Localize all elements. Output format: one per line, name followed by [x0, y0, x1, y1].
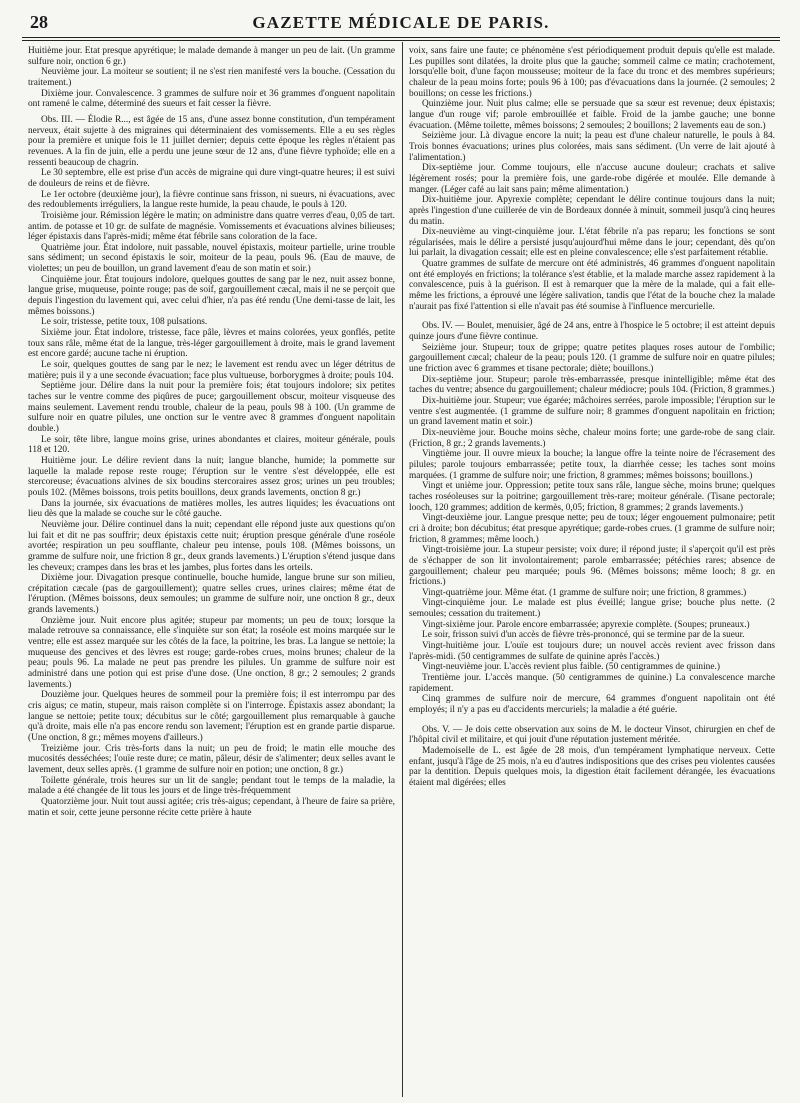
- paragraph: Neuvième jour. Délire continuel dans la nuit; cependant elle répond juste aux questions qu'on lui fait et dit ne pas souffrir; deux épistaxis cette nuit; éruption presque générale d'une roséole avortée; respiration un peu soufflante, chaleur peu intense, pouls 108. (Mêmes boissons, un gramme de sulfure noir, une friction 8 gr., deux grands lavements.) L'éruption s'étend jusque dans les cheveux; crampes dans les bras et les jambes, plus fortes dans les orteils.: [28, 519, 395, 573]
- paragraph: Vingt-deuxième jour. Langue presque nette; peu de toux; léger engouement pulmonaire; petit cri à droite; bon décubitus; état presque apyrétique; garde-robes crues. (1 gramme de sulfure noir; friction, 8 grammes; même looch.): [409, 513, 775, 545]
- journal-title: GAZETTE MÉDICALE DE PARIS.: [252, 13, 550, 32]
- page-header: [22, 10, 780, 36]
- paragraph: Le 1er octobre (deuxième jour), la fièvre continue sans frisson, ni sueurs, ni évacuations, avec des redoublements irréguliers, la langue reste humide, la peau chaude, le pouls à 120.: [28, 189, 395, 211]
- paragraph: Le soir, tristesse, petite toux, 108 pulsations.: [41, 317, 208, 328]
- paragraph: Quatrième jour. État indolore, nuit passable, nouvel épistaxis, moiteur partielle, urine trouble sans sédiment; un second épistaxis le soir, moiteur de la peau, pouls 96. (Eau de mauve, de violettes; un peu de bouillon, un grand lavement d'eau de son matin et soir.): [28, 242, 395, 275]
- paragraph: Huitième jour. État presque apyrétique; le malade demande à manger un peu de lait. (Un gramme sulfure noir, onction 6 gr.): [28, 46, 395, 67]
- paragraph: Le soir, tête libre, langue moins grise, urines abondantes et claires, moiteur générale, pouls 118 et 120.: [28, 434, 395, 456]
- paragraph: Quatorzième jour. Nuit tout aussi agitée; cris très-aigus; cependant, à l'heure de faire sa prière, matin et soir, cette jeune personne récite cette prière à haute: [28, 796, 395, 818]
- paragraph: Vingt-huitième jour. L'ouïe est toujours dure; un nouvel accès revient avec frisson dans l'après-midi. (50 centigrammes de sulfate de quinine après l'accès.): [409, 641, 775, 662]
- column-divider: [402, 42, 403, 1097]
- paragraph: Dix-neuvième jour. Bouche moins sèche, chaleur moins forte; une garde-robe de sang clair. (Friction, 8 gr.; 2 grands lavements.): [409, 427, 775, 449]
- paragraph: Onzième jour. Nuit encore plus agitée; stupeur par moments; un peu de toux; lorsque la malade retrouve sa connaissance, elle s'inquiète sur son état; la roséole est moins marquée sur le ventre; elle est assez marquée sur les côtés de la face, la poitrine, les bras. La langue se nettoie; la muqueuse des gencives et des lèvres est rouge; garde-robes crues, moins brunes; chaleur de la peau; pouls 96. La malade ne peut pas prendre les pilules. Un gramme de sulfure noir est administré dans une potion qui est prise d'une dose. (Une onction, 8 gr.; 2 semoules; 2 grands lavements.): [28, 615, 395, 690]
- header-rule: [22, 37, 780, 38]
- observation-heading-paragraph: Obs. III. — Élodie R..., est âgée de 15 ans, d'une assez bonne constitution, d'un tempérament nerveux, était sujette à des migraines qui déterminaient des vomissements. Elle a eu ses règles pour la première et unique fois le 11 juillet dernier; depuis cette époque les règles n'étaient pas revenues. A la fin de juin, elle a perdu une jeune sœur de 12 ans, d'une fièvre typhoïde; elle en a ressenti beaucoup de chagrin.: [28, 114, 395, 168]
- left-column: [28, 46, 395, 1101]
- paragraph: Dixième jour. Convalescence. 3 grammes de sulfure noir et 36 grammes d'onguent napolitain ont ramené le calme, déterminé des sueurs et fait cesser la fièvre.: [28, 88, 395, 110]
- paragraph: Le 30 septembre, elle est prise d'un accès de migraine qui dure vingt-quatre heures; il est suivi de douleurs de reins et de fièvre.: [28, 168, 395, 189]
- paragraph: Troisième jour. Rémission légère le matin; on administre dans quatre verres d'eau, 0,05 de tart. antim. de potasse et 10 gr. de sulfate de magnésie. Vomissements et évacuations alvines bilieuses; léger épistaxis dans l'après-midi; même état fébrile sans coloration de la face.: [28, 210, 395, 243]
- paragraph: Dixième jour. Divagation presque continuelle, bouche humide, langue brune sur son milieu, crépitation cæcale (pas de gargouillement); quatre selles crues, urines claires; même état de l'éruption. (Mêmes boissons, deux semoules; un gramme de sulfure noir, une onction 8 gr., deux grands lavements.): [28, 573, 395, 616]
- paragraph: Trentième jour. L'accès manque. (50 centigrammes de quinine.) La convalescence marche rapidement.: [409, 673, 775, 694]
- paragraph: Vingtième jour. Il ouvre mieux la bouche; la langue offre la teinte noire de l'écrasement des pilules; parole toujours embarrassée; petite toux, la diarrhée cesse; les taches sont moins marquées. (1 gramme de sulfure noir; une friction, 8 grammes; mêmes boissons; bouillons.): [409, 449, 775, 481]
- paragraph: Seizième jour. Là divague encore la nuit; la peau est d'une chaleur naturelle, le pouls à 84. Trois bonnes évacuations; urines plus colorées, mais sans sédiment. (Un verre de lait ajouté à l'alimentation.): [409, 131, 775, 163]
- paragraph: Treizième jour. Cris très-forts dans la nuit; un peu de froid; le matin elle mouche des mucosités desséchées; l'ouïe reste dure; ce matin, pâleur, désir de s'alimenter; deux selles avant le lavement, deux selles après. (1 gramme de sulfure noir en potion; une onction, 8 gr.): [28, 743, 395, 775]
- observation-heading-paragraph: Obs. V. — Je dois cette observation aux soins de M. le docteur Vinsot, chirurgien en chef de l'hôpital civil et militaire, et qui jouit d'une réputation justement méritée.: [409, 724, 775, 746]
- paragraph: Quinzième jour. Nuit plus calme; elle se persuade que sa sœur est revenue; deux épistaxis; langue d'un rouge vif; parole embrouillée et faible. Froid de la jambe gauche; une bonne évacuation. (Même toilette, mêmes boissons; 2 semoules; 2 bouillons; 2 lavements eau de son.): [409, 99, 775, 131]
- paragraph: Dix-neuvième au vingt-cinquième jour. L'état fébrile n'a pas reparu; les fonctions se sont régularisées, mais le délire a persisté jusqu'aujourd'hui même dans le jour; cependant, dès qu'on lui parlait, la divagation cessait; elle est en pleine convalescence; elle s'est parfaitement rétablie.: [409, 227, 775, 259]
- paragraph: Dix-huitième jour. Apyrexie complète; cependant le délire continue toujours dans la nuit; après l'ingestion d'une cuillerée de vin de Bordeaux donnée à minuit, sommeil jusqu'à cinq heures du matin.: [409, 195, 775, 227]
- paragraph: Dans la journée, six évacuations de matières molles, les autres liquides; les évacuations ont lieu dès que la malade se couche sur le côté gauche.: [28, 498, 395, 520]
- paragraph: Le soir, frisson suivi d'un accès de fièvre très-prononcé, qui se termine par de la sueur.: [422, 630, 745, 641]
- paragraph: Dix-huitième jour. Stupeur; vue égarée; mâchoires serrées, parole impossible; l'éruption sur le ventre s'est augmentée. (1 gramme de sulfure noir; 8 grammes d'onguent napolitain en friction; un grand lavement matin et soir.): [409, 396, 775, 428]
- right-column: [409, 46, 775, 1101]
- paragraph: Vingt-troisième jour. La stupeur persiste; voix dure; il répond juste; il s'aperçoit qu'il est près de s'échapper de son lit involontairement; parole embarrassée; pétéchies rares; absence de gargouillement; chaleur peu marquée; pouls 96. (Mêmes boissons; même looch; 8 gr. en frictions.): [409, 545, 775, 588]
- paragraph: Vingt-cinquième jour. Le malade est plus éveillé; langue grise; bouche plus nette. (2 semoules; cessation du traitement.): [409, 598, 775, 620]
- paragraph: Dix-septième jour. Stupeur; parole très-embarrassée, presque inintelligible; même état des taches du ventre; absence du gargouillement; chaleur médiocre; pouls 104. (Friction, 8 grammes.): [409, 374, 775, 396]
- paragraph: Toilette générale, trois heures sur un lit de sangle; pendant tout le temps de la maladie, la malade a été changée de lit tous les jours et de linge très-fréquemment: [28, 775, 395, 797]
- paragraph: Dix-septième jour. Comme toujours, elle n'accuse aucune douleur; crachats et salive légèrement rosés; pour la première fois, une garde-robe digérée et moulée. Elle demande à manger. (Léger café au lait sans pain; même alimentation.): [409, 163, 775, 195]
- paragraph: Le soir, quelques gouttes de sang par le nez; le lavement est rendu avec un léger détritus de matière; puis il y a une seconde évacuation; face plus vultueuse, borborygmes à droite; pouls 104.: [28, 360, 395, 381]
- paragraph: Cinquième jour. État toujours indolore, quelques gouttes de sang par le nez, nuit assez bonne, langue grise, muqueuse, pointe rouge; pas de soif, gargouillement cæcal, mais il ne se perçoit que depuis l'ingestion du lavement qui, avec celui d'hier, n'a pas été rendu (Une demi-tasse de lait, les mêmes boissons.): [28, 274, 395, 317]
- paragraph: Mademoiselle de L. est âgée de 28 mois, d'un tempérament lymphatique nerveux. Cette enfant, jusqu'à l'âge de 25 mois, n'a eu d'autres indispositions que des crises peu violentes causées par la dentition. Depuis quelques mois, la digestion était facilement dérangée, les évacuations étaient mal digérées; elles: [409, 746, 775, 788]
- paragraph: Vingt-sixième jour. Parole encore embarrassée; apyrexie complète. (Soupes; pruneaux.): [422, 619, 750, 630]
- paragraph: Vingt et unième jour. Oppression; petite toux sans râle, langue sèche, moins brune; quelques taches roséoleuses sur la poitrine; gargouillement très-rare; moiteur générale. (Tisane pectorale; looch, 120 grammes; addition de kermès, 0,05; friction, 8 grammes; 2 grands lavements.): [409, 481, 775, 513]
- paragraph: Vingt-quatrième jour. Même état. (1 gramme de sulfure noir; une friction, 8 grammes.): [422, 587, 747, 598]
- observation-heading-paragraph: Obs. IV. — Boulet, menuisier, âgé de 24 ans, entre à l'hospice le 5 octobre; il est atteint depuis quinze jours d'une fièvre continue.: [409, 321, 775, 343]
- header-rule-thin: [22, 40, 780, 41]
- paragraph: voix, sans faire une faute; ce phénomène s'est périodiquement produit depuis qu'elle est malade. Les pupilles sont dilatées, la droite plus que la gauche; sommeil calme ce matin; crachotement, lorsqu'elle boit, d'une façon mousseuse; moiteur de la face du tronc et des membres supérieurs; chaleur de la peau moins forte; pouls 96 à 100; pas d'évacuations dans la journée. (2 semoules; 2 bouillons; on cesse les frictions.): [409, 46, 775, 99]
- page-number: 28: [30, 12, 48, 32]
- paragraph: Quatre grammes de sulfate de mercure ont été administrés, 46 grammes d'onguent napolitain ont été employés en frictions; la tolérance s'est établie, et la malade marche assez rapidement à la convalescence, puis à la guérison. Il est à remarquer que la mère de la malade, qui a fait elle-même les frictions, a éprouvé une légère salivation, tandis que l'état de la bouche chez la malade n'aurait pas fixé l'attention si elle n'avait pas été soumise à l'influence mercurielle.: [409, 259, 775, 312]
- paragraph: Huitième jour. Le délire revient dans la nuit; langue blanche, humide; la pommette sur laquelle la malade repose reste rouge; l'éruption sur le ventre s'est développée, elle est stercoreuse; évacuations alvines de six boudins stercoraires assez gros; urines un peu troubles; pouls 102. (Mêmes boissons, trois petits bouillons, deux grands lavements, onction 8 gr.): [28, 455, 395, 498]
- paragraph: Seizième jour. Stupeur; toux de grippe; quatre petites plaques roses autour de l'ombilic; gargouillement cæcal; chaleur de la peau; pouls 120. (1 gramme de sulfure noir en quatre pilules; une friction avec 6 grammes et tisane pectorale; diète; bouillons.): [409, 342, 775, 375]
- paragraph: Septième jour. Délire dans la nuit pour la première fois; état toujours indolore; six petites taches sur le ventre comme des piqûres de puce; gargouillement obscur, moiteur visqueuse des mains seulement. Lavement rendu trouble, chaleur de la peau, pouls 98 à 100. (Un gramme de sulfure noir en quatre pilules, une onction sur le ventre avec 8 grammes d'onguent napolitain double.): [28, 381, 395, 434]
- paragraph: Neuvième jour. La moiteur se soutient; il ne s'est rien manifesté vers la bouche. (Cessation du traitement.): [28, 67, 395, 88]
- paragraph: Sixième jour. État indolore, tristesse, face pâle, lèvres et mains colorées, yeux gonflés, petite toux sans râle, même état de la langue, très-léger gargouillement à droite, mais le grand lavement est encore gardé; aucune tache ni éruption.: [28, 328, 395, 360]
- paragraph: Douzième jour. Quelques heures de sommeil pour la première fois; il est interrompu par des cris aigus; ce matin, stupeur, mais raison complète si on l'interroge. Épistaxis assez abondant; la langue se nettoie; petite toux; décubitus sur le côté; gargouillement plus remarquable à gauche qu'à droite, mais elle n'a pas encore rendu son lavement; l'éruption est en grande partie disparue. (Une onction, 8 gr.; mêmes moyens d'ailleurs.): [28, 690, 395, 743]
- paragraph: Vingt-neuvième jour. L'accès revient plus faible. (50 centigrammes de quinine.): [422, 662, 720, 673]
- paragraph: Cinq grammes de sulfure noir de mercure, 64 grammes d'onguent napolitain ont été employés; il n'y a pas eu d'accidents mercuriels; la maladie a été guérie.: [409, 694, 775, 716]
